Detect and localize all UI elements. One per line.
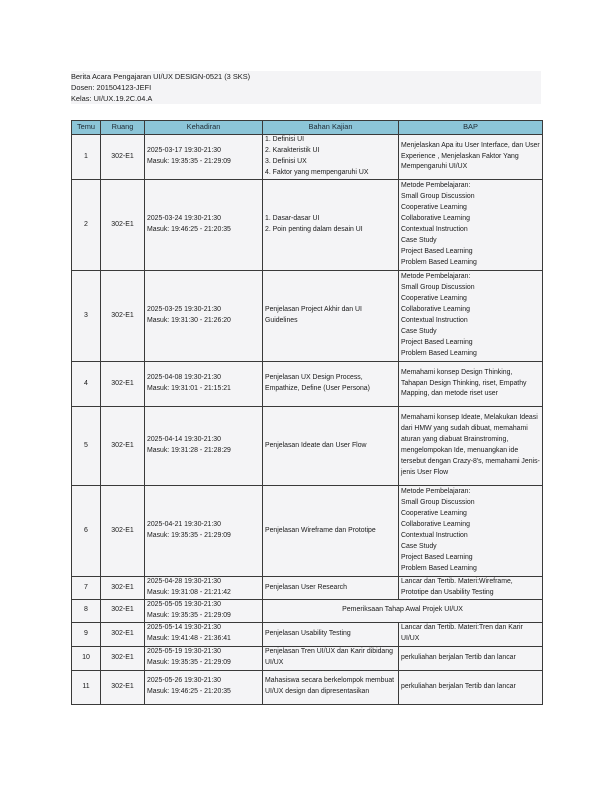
- cell-ruang: 302-E1: [101, 622, 145, 646]
- cell-line: Masuk: 19:35:35 - 21:29:09: [147, 659, 231, 667]
- cell-kehadiran: [145, 271, 263, 362]
- cell-temu: 9: [72, 622, 101, 646]
- table-row: [72, 135, 543, 180]
- cell-temu: 2: [72, 180, 101, 271]
- cell-bap: [399, 622, 543, 646]
- cell-line: Cooperative Learning: [401, 510, 467, 518]
- cell-line: 2. Karakteristik UI: [265, 147, 320, 155]
- col-header-bap: BAP: [399, 121, 543, 135]
- cell-line: Lancar dan Tertib. Materi:Wireframe, Prototipe dan Usability Testing: [401, 578, 513, 596]
- table-row: [72, 362, 543, 407]
- cell-temu: 5: [72, 407, 101, 486]
- col-header-ruang: Ruang: [101, 121, 145, 135]
- cell-line: Collaborative Learning: [401, 306, 470, 314]
- cell-bap: [399, 180, 543, 271]
- cell-line: Masuk: 19:31:30 - 21:26:20: [147, 317, 231, 324]
- cell-bahan-kajian: [263, 271, 399, 362]
- cell-line: Memahami konsep Design Thinking, Tahapan Design Thinking, riset, Empathy Mapping, dan metode riset user: [401, 368, 527, 398]
- cell-bahan-kajian: [263, 407, 399, 486]
- cell-line: Small Group Discussion: [401, 499, 475, 507]
- cell-line: Lancar dan Tertib. Materi:Tren dan Karir UI/UX: [401, 624, 523, 643]
- cell-ruang: 302-E1: [101, 577, 145, 600]
- cell-line: Small Group Discussion: [401, 193, 475, 201]
- cell-line: Small Group Discussion: [401, 284, 475, 292]
- table-header-row: [72, 121, 543, 135]
- cell-line: Menjelaskan Apa itu User Interface, dan User Experience , Menjelaskan Faktor Yang Mempengaruhi UI/UX: [401, 141, 540, 171]
- cell-line: 2025-03-25 19:30-21:30: [147, 306, 221, 314]
- cell-line: Penjelasan Usability Testing: [265, 629, 351, 637]
- table-row: [72, 486, 543, 577]
- cell-line: Collaborative Learning: [401, 521, 470, 529]
- cell-line: perkuliahan berjalan Tertib dan lancar: [401, 682, 516, 690]
- cell-line: perkuliahan berjalan Tertib dan lancar: [401, 653, 516, 661]
- cell-temu: 8: [72, 600, 101, 623]
- cell-bahan-kajian: [263, 577, 399, 600]
- teaching-record-table: [71, 120, 543, 705]
- class-label: Kelas: UI/UX.19.2C.04.A: [71, 94, 153, 103]
- cell-line: Masuk: 19:46:25 - 21:20:35: [147, 688, 231, 696]
- cell-line: Masuk: 19:31:01 - 21:15:21: [147, 385, 231, 392]
- cell-line: 2025-05-19 19:30-21:30: [147, 648, 221, 656]
- cell-bap: [399, 407, 543, 486]
- course-title: Berita Acara Pengajaran UI/UX DESIGN-0521 (3 SKS): [71, 72, 251, 81]
- table-row: [72, 180, 543, 271]
- cell-line: Case Study: [401, 542, 437, 550]
- cell-kehadiran: [145, 577, 263, 600]
- table-row: [72, 577, 543, 600]
- table-row: [72, 622, 543, 646]
- cell-ruang: 302-E1: [101, 362, 145, 407]
- cell-ruang: 302-E1: [101, 670, 145, 704]
- cell-line: 2025-05-14 19:30-21:30: [147, 624, 221, 632]
- cell-line: Penjelasan User Research: [265, 583, 347, 591]
- cell-line: Project Based Learning: [401, 553, 473, 561]
- cell-kehadiran: [145, 646, 263, 670]
- cell-line: Penjelasan Tren UI/UX dan Karir dibidang UI/UX: [265, 648, 393, 667]
- table-row: [72, 646, 543, 670]
- cell-kehadiran: [145, 670, 263, 704]
- cell-line: 2025-03-24 19:30-21:30: [147, 215, 221, 223]
- cell-line: 4. Faktor yang mempengaruhi UX: [265, 168, 369, 176]
- cell-line: Problem Based Learning: [401, 564, 477, 572]
- cell-ruang: 302-E1: [101, 180, 145, 271]
- cell-bahan-kajian: [263, 670, 399, 704]
- cell-line: Masuk: 19:41:48 - 21:36:41: [147, 635, 231, 643]
- cell-bap: [399, 135, 543, 180]
- cell-kehadiran: [145, 622, 263, 646]
- cell-line: Cooperative Learning: [401, 204, 467, 212]
- cell-line: Memahami konsep Ideate, Melakukan Ideasi dari HMW yang sudah dibuat, memahami aturan yang diabuat Brainstroming, mengelompokan Ide, menuangkan ide tersebut dengan Crazy-8's, memahami Jenis-jenis User Flow: [401, 414, 540, 476]
- cell-bap: [399, 577, 543, 600]
- table-row: [72, 600, 543, 623]
- cell-bahan-kajian: [263, 622, 399, 646]
- cell-bahan-kajian: [263, 646, 399, 670]
- cell-kehadiran: [145, 486, 263, 577]
- cell-line: Masuk: 19:31:08 - 21:21:42: [147, 589, 231, 596]
- cell-temu: 6: [72, 486, 101, 577]
- cell-ruang: 302-E1: [101, 486, 145, 577]
- table-row: [72, 670, 543, 704]
- cell-line: Metode Pembelajaran:: [401, 488, 471, 496]
- cell-bap: [399, 362, 543, 407]
- cell-kehadiran: [145, 135, 263, 180]
- cell-line: Contextual Instruction: [401, 317, 468, 324]
- cell-line: 2025-04-21 19:30-21:30: [147, 521, 221, 529]
- cell-merged-note: Pemeriksaan Tahap Awal Projek UI/UX: [263, 600, 543, 623]
- cell-line: Masuk: 19:46:25 - 21:20:35: [147, 226, 231, 233]
- cell-bap: [399, 486, 543, 577]
- cell-kehadiran: [145, 407, 263, 486]
- cell-line: 3. Definisi UX: [265, 158, 307, 165]
- cell-ruang: 302-E1: [101, 407, 145, 486]
- cell-bahan-kajian: [263, 486, 399, 577]
- table-row: [72, 407, 543, 486]
- cell-bap: [399, 670, 543, 704]
- cell-line: Penjelasan Wireframe dan Prototipe: [265, 526, 376, 534]
- cell-ruang: 302-E1: [101, 271, 145, 362]
- cell-line: Case Study: [401, 327, 437, 335]
- cell-bap: [399, 646, 543, 670]
- cell-kehadiran: [145, 180, 263, 271]
- cell-line: Project Based Learning: [401, 247, 473, 255]
- cell-line: 2025-03-17 19:30-21:30: [147, 147, 221, 155]
- cell-line: 2025-04-08 19:30-21:30: [147, 374, 221, 382]
- table-row: [72, 271, 543, 362]
- cell-kehadiran: [145, 600, 263, 623]
- cell-kehadiran: [145, 362, 263, 407]
- cell-line: 2025-05-26 19:30-21:30: [147, 677, 221, 685]
- col-header-temu: Temu: [72, 121, 101, 135]
- cell-temu: 4: [72, 362, 101, 407]
- cell-line: Case Study: [401, 236, 437, 244]
- cell-line: Mahasiswa secara berkelompok membuat UI/UX design dan dipresentasikan: [265, 677, 395, 696]
- cell-line: Masuk: 19:35:35 - 21:29:09: [147, 532, 231, 539]
- cell-line: Penjelasan UX Design Process, Empathize, Define (User Persona): [265, 374, 370, 392]
- cell-line: Cooperative Learning: [401, 295, 467, 303]
- cell-line: Contextual Instruction: [401, 532, 468, 539]
- cell-temu: 11: [72, 670, 101, 704]
- cell-line: 2025-04-28 19:30-21:30: [147, 578, 221, 586]
- cell-line: 2. Poin penting dalam desain UI: [265, 226, 363, 233]
- cell-line: 2025-05-05 19:30-21:30: [147, 601, 221, 608]
- col-header-bahan-kajian: Bahan Kajian: [263, 121, 399, 135]
- cell-line: Masuk: 19:35:35 - 21:29:09: [147, 158, 231, 165]
- cell-line: Metode Pembelajaran:: [401, 273, 471, 281]
- cell-line: Masuk: 19:35:35 - 21:29:09: [147, 611, 231, 619]
- cell-line: 1. Dasar-dasar UI: [265, 215, 320, 223]
- cell-line: 2025-04-14 19:30-21:30: [147, 436, 221, 444]
- cell-line: 1. Definisi UI: [265, 136, 305, 144]
- cell-line: Metode Pembelajaran:: [401, 182, 471, 190]
- cell-line: Problem Based Learning: [401, 349, 477, 357]
- cell-temu: 10: [72, 646, 101, 670]
- cell-ruang: 302-E1: [101, 600, 145, 623]
- report-header: [71, 71, 541, 104]
- cell-bahan-kajian: [263, 180, 399, 271]
- cell-line: Problem Based Learning: [401, 258, 477, 266]
- cell-temu: 1: [72, 135, 101, 180]
- cell-bap: [399, 271, 543, 362]
- cell-line: Masuk: 19:31:28 - 21:28:29: [147, 447, 231, 454]
- cell-ruang: 302-E1: [101, 646, 145, 670]
- lecturer-label: Dosen: 201504123-JEFI: [71, 83, 152, 92]
- col-header-kehadiran: Kehadiran: [145, 121, 263, 135]
- cell-temu: 7: [72, 577, 101, 600]
- cell-line: Penjelasan Ideate dan User Flow: [265, 441, 367, 449]
- cell-line: Penjelasan Project Akhir dan UI Guidelines: [265, 306, 362, 324]
- cell-bahan-kajian: [263, 135, 399, 180]
- cell-line: Contextual Instruction: [401, 226, 468, 233]
- cell-line: Collaborative Learning: [401, 215, 470, 223]
- cell-bahan-kajian: [263, 362, 399, 407]
- cell-ruang: 302-E1: [101, 135, 145, 180]
- cell-temu: 3: [72, 271, 101, 362]
- cell-line: Project Based Learning: [401, 338, 473, 346]
